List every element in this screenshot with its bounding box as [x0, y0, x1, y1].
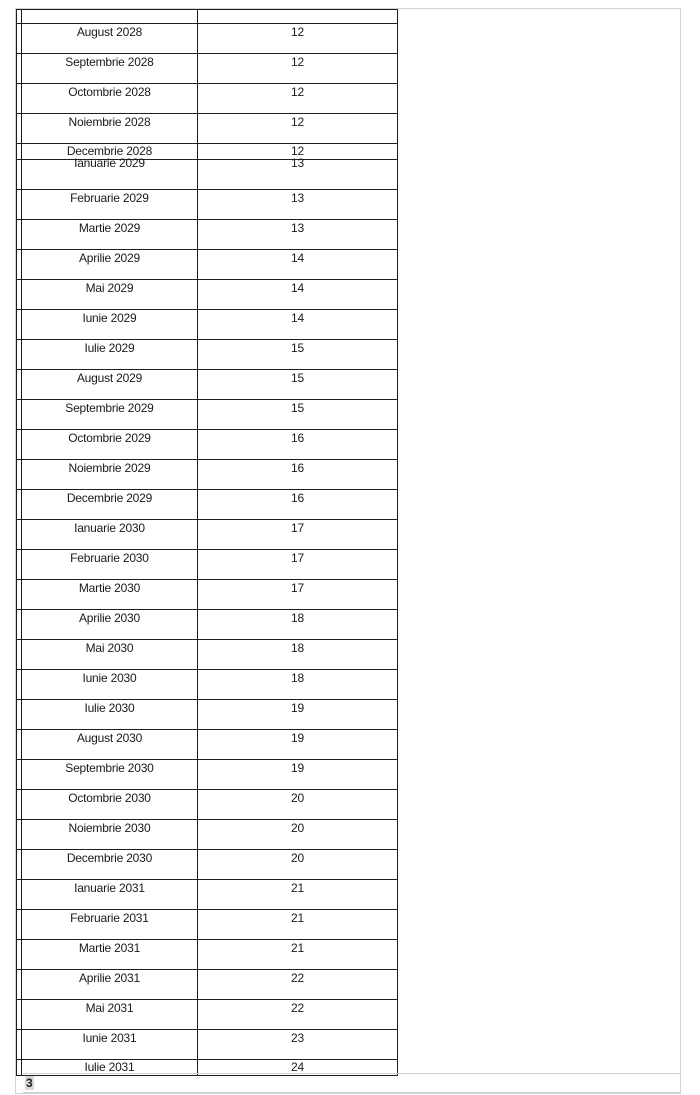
- value-cell: 23: [197, 1030, 397, 1060]
- month-cell: Iulie 2031: [22, 1060, 198, 1076]
- month-cell: August 2028: [22, 24, 198, 54]
- month-cell: Ianuarie 2030: [22, 520, 198, 550]
- month-cell: Mai 2029: [22, 280, 198, 310]
- month-cell: Septembrie 2028: [22, 54, 198, 84]
- table-row: [17, 760, 398, 790]
- value-cell: 12: [197, 144, 397, 160]
- month-cell: Iunie 2031: [22, 1030, 198, 1060]
- value-cell: 21: [197, 880, 397, 910]
- value-cell: 21: [197, 910, 397, 940]
- month-cell: Noiembrie 2028: [22, 114, 198, 144]
- table-row: [17, 370, 398, 400]
- value-cell: 18: [197, 610, 397, 640]
- table-row: [17, 700, 398, 730]
- value-cell: 22: [197, 970, 397, 1000]
- table-row: [17, 190, 398, 220]
- month-cell: Martie 2029: [22, 220, 198, 250]
- table-row: [17, 430, 398, 460]
- month-cell: August 2030: [22, 730, 198, 760]
- month-cell: Ianuarie 2031: [22, 880, 198, 910]
- value-cell: 15: [197, 370, 397, 400]
- table-row: [17, 880, 398, 910]
- table-row: [17, 670, 398, 700]
- month-cell: Martie 2030: [22, 580, 198, 610]
- table-row: [17, 610, 398, 640]
- table-row: [17, 160, 398, 190]
- table-header-cell: [22, 10, 198, 24]
- value-cell: 18: [197, 670, 397, 700]
- value-cell: 15: [197, 340, 397, 370]
- table-row: [17, 580, 398, 610]
- month-cell: Ianuarie 2029: [22, 160, 198, 190]
- value-cell: 12: [197, 114, 397, 144]
- table-row: [17, 280, 398, 310]
- value-cell: 16: [197, 490, 397, 520]
- month-cell: Decembrie 2028: [22, 144, 198, 160]
- table-row: [17, 220, 398, 250]
- value-cell: 14: [197, 310, 397, 340]
- value-cell: 16: [197, 460, 397, 490]
- schedule-table-body: [17, 10, 398, 1076]
- month-cell: Mai 2030: [22, 640, 198, 670]
- table-row: [17, 24, 398, 54]
- month-cell: Septembrie 2030: [22, 760, 198, 790]
- table-row: [17, 310, 398, 340]
- table-row: [17, 640, 398, 670]
- page-footer: [23, 1073, 681, 1093]
- schedule-table: [16, 9, 398, 1076]
- value-cell: 14: [197, 250, 397, 280]
- month-cell: Octombrie 2028: [22, 84, 198, 114]
- month-cell: Iulie 2030: [22, 700, 198, 730]
- month-cell: Octombrie 2030: [22, 790, 198, 820]
- table-row: [17, 54, 398, 84]
- value-cell: 20: [197, 790, 397, 820]
- table-row: [17, 490, 398, 520]
- table-row: [17, 790, 398, 820]
- month-cell: Mai 2031: [22, 1000, 198, 1030]
- value-cell: 21: [197, 940, 397, 970]
- table-row: [17, 850, 398, 880]
- value-cell: 12: [197, 54, 397, 84]
- table-header-row: [17, 10, 398, 24]
- table-row: [17, 970, 398, 1000]
- value-cell: 13: [197, 190, 397, 220]
- value-cell: 20: [197, 850, 397, 880]
- table-row: [17, 550, 398, 580]
- value-cell: 17: [197, 520, 397, 550]
- table-row: [17, 1000, 398, 1030]
- table-row: [17, 340, 398, 370]
- month-cell: Decembrie 2029: [22, 490, 198, 520]
- table-row: [17, 910, 398, 940]
- table-row: [17, 940, 398, 970]
- table-row: [17, 84, 398, 114]
- value-cell: 12: [197, 84, 397, 114]
- table-row: [17, 520, 398, 550]
- value-cell: 15: [197, 400, 397, 430]
- month-cell: Februarie 2031: [22, 910, 198, 940]
- month-cell: Iunie 2030: [22, 670, 198, 700]
- month-cell: Aprilie 2031: [22, 970, 198, 1000]
- month-cell: Februarie 2030: [22, 550, 198, 580]
- table-row: [17, 820, 398, 850]
- document-page: [15, 8, 681, 1094]
- table-row: [17, 460, 398, 490]
- value-cell: 19: [197, 760, 397, 790]
- value-cell: 19: [197, 700, 397, 730]
- month-cell: Octombrie 2029: [22, 430, 198, 460]
- value-cell: 20: [197, 820, 397, 850]
- value-cell: 14: [197, 280, 397, 310]
- table-row: [17, 400, 398, 430]
- value-cell: 13: [197, 220, 397, 250]
- table-header-cell: [197, 10, 397, 24]
- value-cell: 24: [197, 1060, 397, 1076]
- month-cell: Decembrie 2030: [22, 850, 198, 880]
- value-cell: 13: [197, 160, 397, 190]
- page-number: 3: [26, 1076, 33, 1090]
- table-row: [17, 250, 398, 280]
- month-cell: Noiembrie 2030: [22, 820, 198, 850]
- table-row: [17, 730, 398, 760]
- month-cell: August 2029: [22, 370, 198, 400]
- value-cell: 16: [197, 430, 397, 460]
- month-cell: Iulie 2029: [22, 340, 198, 370]
- month-cell: Aprilie 2029: [22, 250, 198, 280]
- month-cell: Noiembrie 2029: [22, 460, 198, 490]
- value-cell: 19: [197, 730, 397, 760]
- value-cell: 18: [197, 640, 397, 670]
- value-cell: 17: [197, 580, 397, 610]
- month-cell: Februarie 2029: [22, 190, 198, 220]
- month-cell: Septembrie 2029: [22, 400, 198, 430]
- month-cell: Aprilie 2030: [22, 610, 198, 640]
- value-cell: 12: [197, 24, 397, 54]
- month-cell: Martie 2031: [22, 940, 198, 970]
- value-cell: 17: [197, 550, 397, 580]
- value-cell: 22: [197, 1000, 397, 1030]
- month-cell: Iunie 2029: [22, 310, 198, 340]
- schedule-table-wrapper: [16, 9, 398, 1076]
- table-row: [17, 114, 398, 144]
- table-row: [17, 1030, 398, 1060]
